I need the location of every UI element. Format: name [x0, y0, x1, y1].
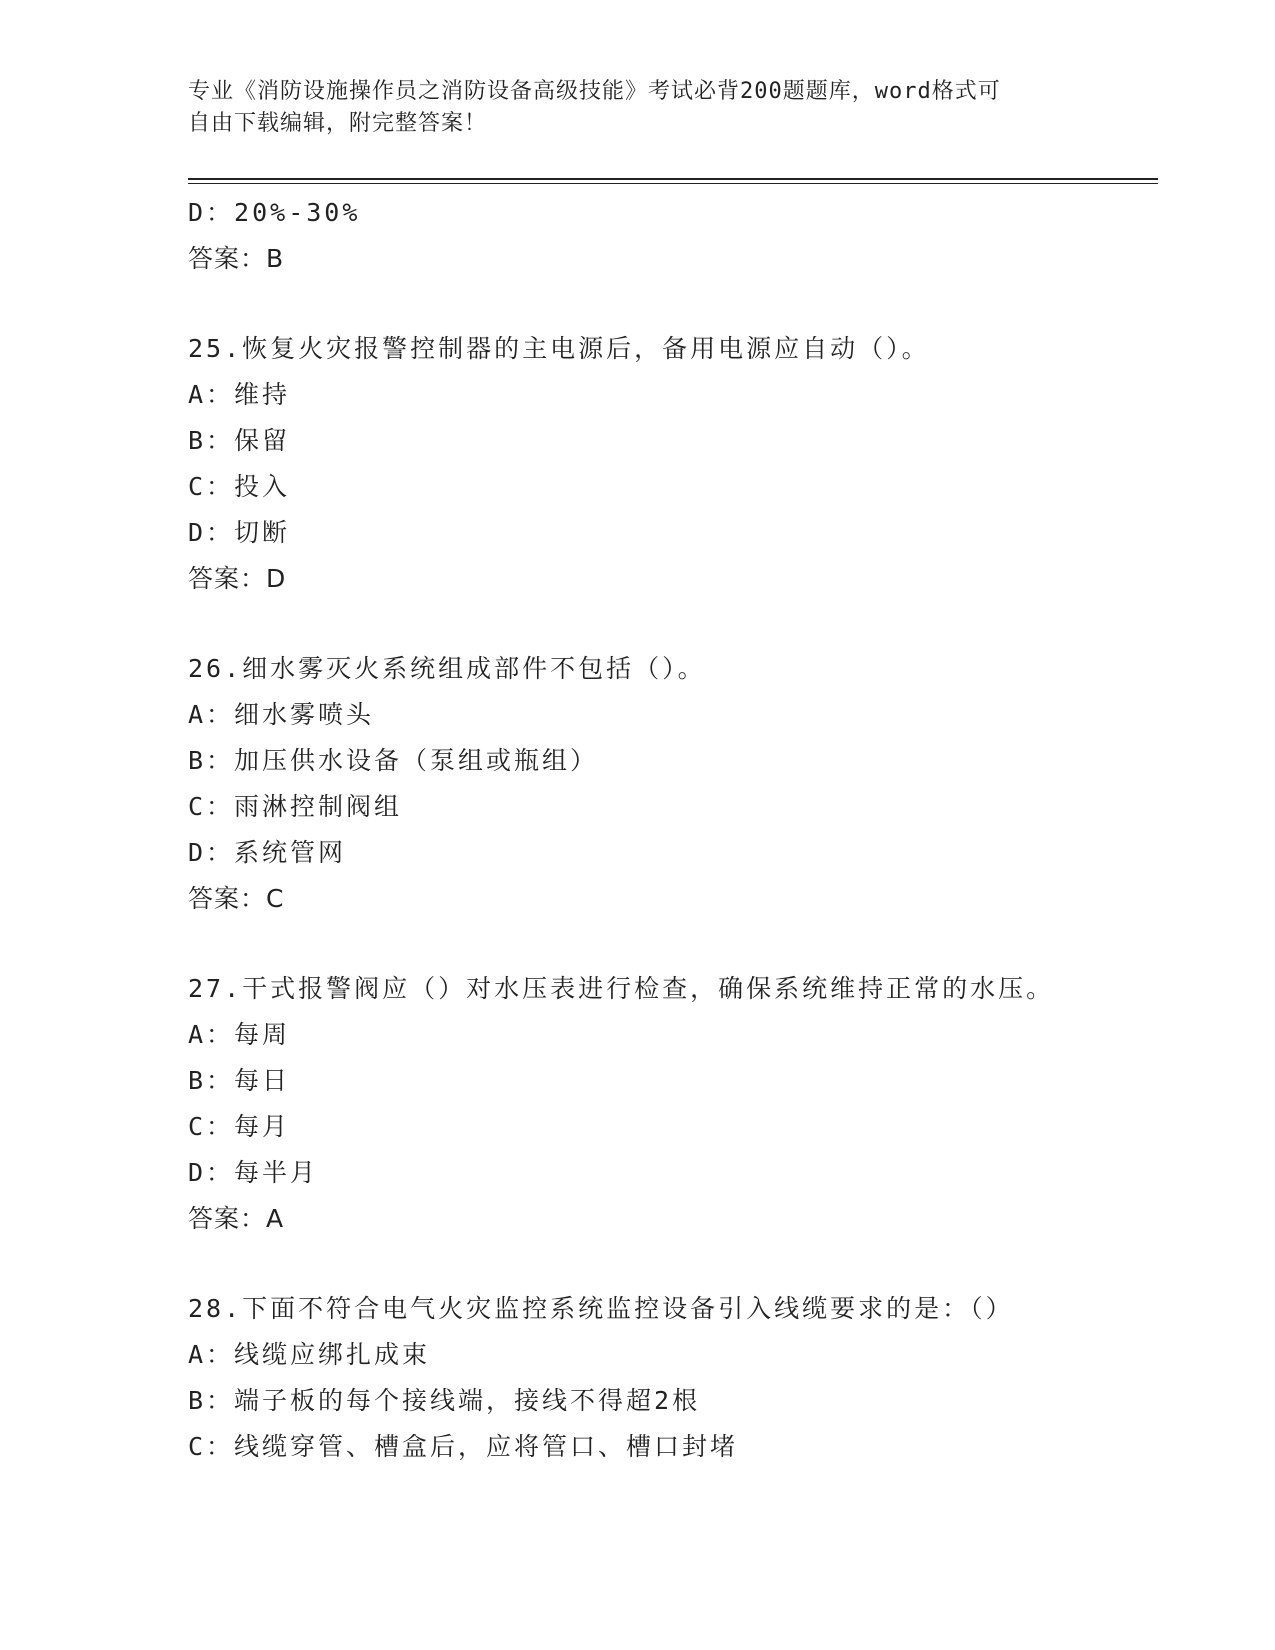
answer-line: 答案：A	[188, 1204, 285, 1233]
previous-question-tail	[188, 190, 1148, 282]
header-divider-thick	[188, 178, 1158, 180]
option-a: A：线缆应绑扎成束	[188, 1340, 431, 1369]
option-d: D：系统管网	[188, 838, 347, 867]
header-divider-thin	[188, 183, 1158, 184]
answer-line: 答案：B	[188, 244, 285, 273]
option-c: C：投入	[188, 472, 291, 501]
answer-line: 答案：C	[188, 884, 285, 913]
document-body	[188, 190, 1148, 1470]
option-c: C：每月	[188, 1112, 291, 1141]
option-d: D：每半月	[188, 1158, 319, 1187]
option-b: B：保留	[188, 426, 291, 455]
question-stem: 26.细水雾灭火系统组成部件不包括（）。	[188, 654, 706, 683]
option-c: C：线缆穿管、槽盒后，应将管口、槽口封堵	[188, 1432, 739, 1461]
document-header	[188, 76, 1068, 140]
option-a: A：细水雾喷头	[188, 700, 375, 729]
question-28	[188, 1286, 1148, 1470]
option-d: D：20%-30%	[188, 198, 361, 227]
option-b: B：加压供水设备（泵组或瓶组）	[188, 746, 599, 775]
question-25	[188, 326, 1148, 602]
question-26	[188, 646, 1148, 922]
answer-line: 答案：D	[188, 564, 287, 593]
question-27	[188, 966, 1148, 1242]
header-line-2: 自由下载编辑，附完整答案！	[188, 111, 488, 136]
option-b: B：端子板的每个接线端，接线不得超2根	[188, 1386, 701, 1415]
option-a: A：每周	[188, 1020, 291, 1049]
header-line-1: 专业《消防设施操作员之消防设备高级技能》考试必背200题题库，word格式可	[188, 79, 1001, 104]
question-stem: 27.干式报警阀应（）对水压表进行检查，确保系统维持正常的水压。	[188, 974, 1055, 1003]
question-stem: 25.恢复火灾报警控制器的主电源后，备用电源应自动（）。	[188, 334, 930, 363]
option-d: D：切断	[188, 518, 291, 547]
option-b: B：每日	[188, 1066, 291, 1095]
option-c: C：雨淋控制阀组	[188, 792, 403, 821]
option-a: A：维持	[188, 380, 291, 409]
question-stem: 28.下面不符合电气火灾监控系统监控设备引入线缆要求的是：（）	[188, 1294, 1014, 1323]
